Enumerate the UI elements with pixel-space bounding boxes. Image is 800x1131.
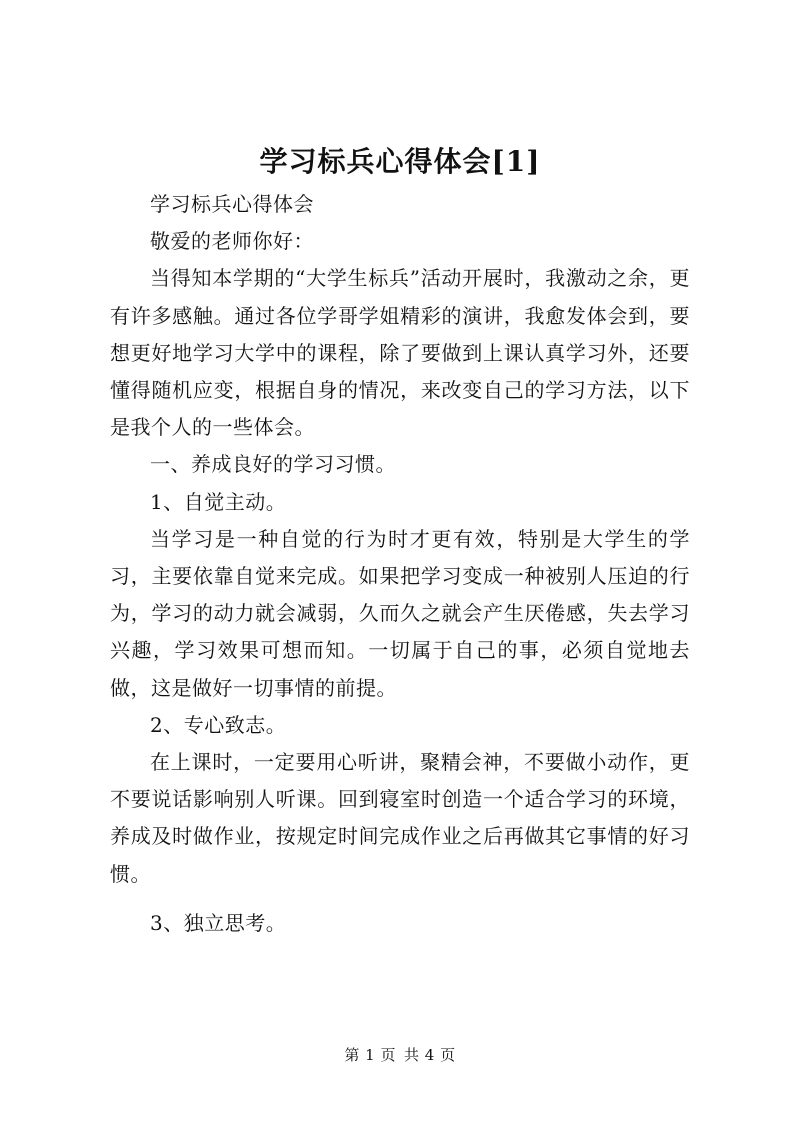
page-total: 共 4 页 xyxy=(404,1046,456,1064)
paragraph-greeting: 敬爱的老师你好： xyxy=(150,229,314,254)
heading-section-1: 一、养成良好的学习习惯。 xyxy=(150,452,396,477)
document-title: 学习标兵心得体会[1] xyxy=(259,145,541,178)
heading-item-2: 2、专心致志。 xyxy=(150,712,287,737)
page-footer xyxy=(0,1044,800,1065)
heading-item-3: 3、独立思考。 xyxy=(150,910,287,935)
document-body xyxy=(110,186,690,942)
page-number: 第 1 页 xyxy=(344,1046,396,1064)
heading-item-1: 1、自觉主动。 xyxy=(150,489,287,514)
paragraph-subtitle: 学习标兵心得体会 xyxy=(150,192,314,216)
paragraph-item-2: 在上课时，一定要用心听讲，聚精会神，不要做小动作，更不要说话影响别人听课。回到寝室时创造一个适合学习的环境，养成及时做作业，按规定时间完成作业之后再做其它事情的好习惯。 xyxy=(110,750,690,886)
paragraph-intro: 当得知本学期的“大学生标兵”活动开展时，我激动之余，更有许多感触。通过各位学哥学姐精彩的演讲，我愈发体会到，要想更好地学习大学中的课程，除了要做到上课认真学习外，还要懂得随机应变，根据自身的情况，来改变自己的学习方法，以下是我个人的一些体会。 xyxy=(110,266,690,440)
paragraph-item-1: 当学习是一种自觉的行为时才更有效，特别是大学生的学习，主要依靠自觉来完成。如果把学习变成一种被别人压迫的行为，学习的动力就会减弱，久而久之就会产生厌倦感，失去学习兴趣，学习效果可想而知。一切属于自己的事，必须自觉地去做，这是做好一切事情的前提。 xyxy=(110,526,690,700)
